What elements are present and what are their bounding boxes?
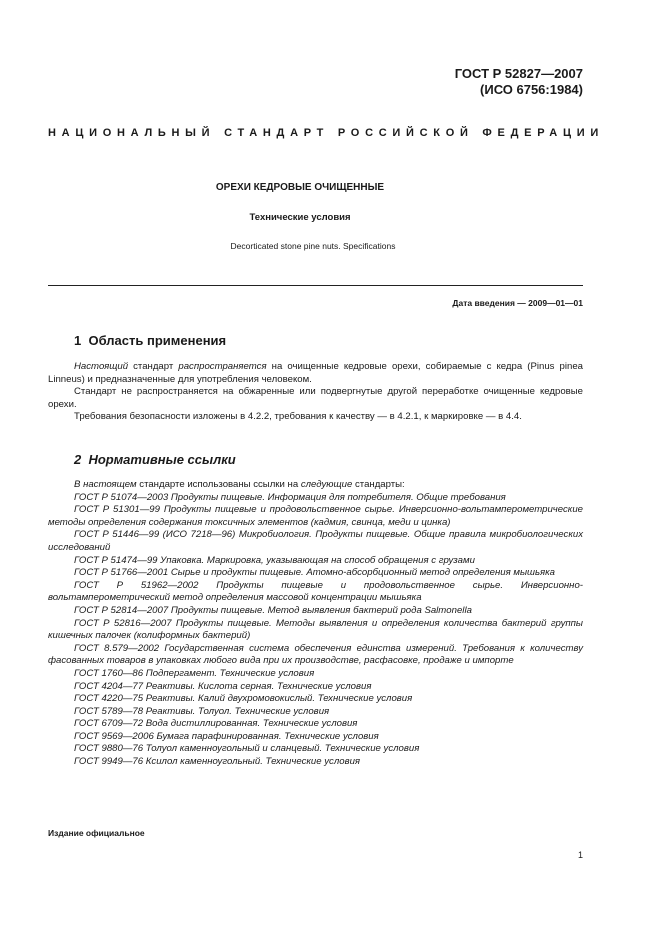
section-1-paragraph [48, 361, 583, 386]
reference-item: ГОСТ 6709—72 Вода дистиллированная. Технические условия [74, 718, 358, 730]
official-edition-label: Издание официальное [48, 828, 145, 838]
page-number: 1 [577, 850, 583, 860]
reference-item: ГОСТ 4220—75 Реактивы. Калий двухромовокислый. Технические условия [74, 693, 413, 705]
section-2-title: Нормативные ссылки [88, 452, 236, 467]
text-fragment: на очищенные кедровые орехи, собираемые с кедра (Pinus pinea Linneus) и предназначенные для употребления человеком. [48, 361, 584, 385]
reference-item: ГОСТ 5789—78 Реактивы. Толуол. Технические условия [74, 705, 330, 717]
section-1-number: 1 [74, 333, 82, 348]
reference-item: ГОСТ Р 51074—2003 Продукты пищевые. Информация для потребителя. Общие требования [74, 491, 506, 503]
reference-item: ГОСТ Р 51446—99 (ИСО 7218—96) Микробиология. Продукты пищевые. Общие правила микробиологических исследований [48, 529, 583, 553]
reference-item: ГОСТ Р 51962—2002 Продукты пищевые и продовольственное сырье. Инверсионно-вольтамперометрический метод определения массовой концентрации мышьяка [48, 579, 583, 604]
national-standard-heading: НАЦИОНАЛЬНЫЙ СТАНДАРТ РОССИЙСКОЙ ФЕДЕРАЦИИ [48, 127, 604, 139]
text-fragment: Настоящий [74, 361, 129, 372]
section-1-body [48, 361, 583, 424]
reference-item: ГОСТ 1760—86 Подпергамент. Технические условия [74, 667, 315, 679]
section-2-heading [74, 452, 236, 467]
gost-identifier [455, 66, 583, 98]
reference-item: ГОСТ Р 51766—2001 Сырье и продукты пищевые. Атомно-абсорбционный метод определения мышьяка [74, 567, 556, 579]
document-subtitle: Технические условия [249, 212, 351, 223]
reference-item: ГОСТ 9569—2006 Бумага парафинированная. Технические условия [74, 730, 379, 742]
text-fragment: стандарт [133, 361, 174, 372]
text-fragment: следующие [300, 479, 353, 490]
section-1-paragraph: Требования безопасности изложены в 4.2.2, требования к качеству — в 4.2.1, к маркировке — в 4.4. [74, 411, 522, 423]
section-1-paragraph: Стандарт не распространяется на обжаренные или подвергнутые другой переработке очищенные кедровые орехи. [48, 386, 583, 410]
text-fragment: распространяется [178, 361, 267, 372]
section-2-body [48, 479, 583, 769]
reference-item: ГОСТ Р 51474—99 Упаковка. Маркировка, указывающая на способ обращения с грузами [74, 554, 475, 566]
reference-item: ГОСТ 9880—76 Толуол каменноугольный и сланцевый. Технические условия [74, 743, 420, 755]
introduction-date: Дата введения — 2009—01—01 [452, 298, 583, 308]
reference-item: ГОСТ Р 52814—2007 Продукты пищевые. Метод выявления бактерий рода Salmonella [74, 604, 472, 616]
reference-item: ГОСТ Р 51301—99 Продукты пищевые и продовольственное сырье. Инверсионно-вольтамперометрические методы определения содержания токсичных элементов (кадмия, свинца, меди и цинка) [48, 504, 583, 528]
references-intro [48, 479, 583, 492]
text-fragment: стандарте использованы ссылки на [139, 479, 299, 490]
reference-item: ГОСТ 4204—77 Реактивы. Кислота серная. Технические условия [74, 680, 372, 692]
text-fragment: В настоящем [74, 479, 137, 490]
reference-item: ГОСТ 9949—76 Ксилол каменноугольный. Технические условия [74, 756, 361, 768]
gost-number: ГОСТ Р 52827—2007 [454, 66, 583, 81]
text-fragment: стандарты: [354, 479, 405, 490]
horizontal-rule [48, 285, 583, 286]
section-1-title: Область применения [88, 333, 227, 348]
reference-item: ГОСТ 8.579—2002 Государственная система обеспечения единства измерений. Требования к количеству фасованных товаров в упаковках любого вида при их производстве, расфасовке, продаже и импорте [48, 642, 583, 667]
document-title: ОРЕХИ КЕДРОВЫЕ ОЧИЩЕННЫЕ [215, 182, 385, 193]
english-title: Decorticated stone pine nuts. Specifications [230, 241, 396, 251]
section-1-heading [74, 333, 226, 348]
reference-item: ГОСТ Р 52816—2007 Продукты пищевые. Методы выявления и определения количества бактерий группы кишечных палочек (колиформных бактерий) [48, 617, 583, 642]
iso-number: (ИСО 6756:1984) [480, 82, 583, 97]
section-2-number: 2 [74, 452, 82, 467]
